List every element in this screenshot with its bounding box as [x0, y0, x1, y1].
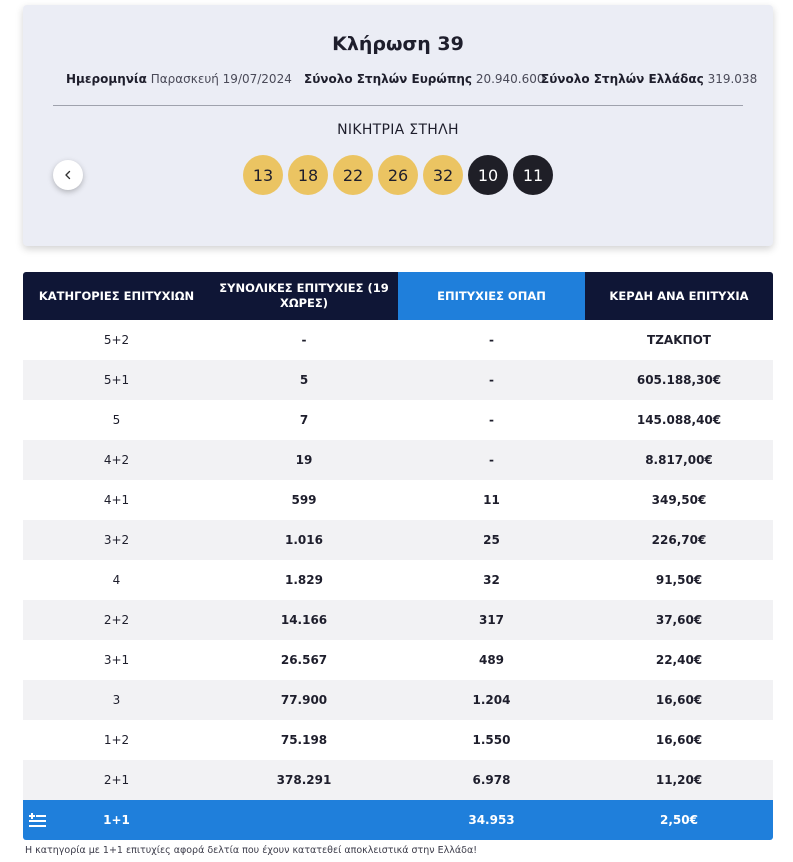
opap-winners-cell: 317: [478, 613, 505, 627]
prize-cell: 349,50€: [651, 493, 707, 507]
table-row: [23, 600, 773, 640]
opap-winners-cell: -: [489, 333, 494, 347]
total-winners-cell: 7: [299, 413, 309, 427]
category-cell: 3+2: [103, 533, 130, 547]
total-winners-cell: 14.166: [280, 613, 328, 627]
opap-winners-cell: 1.204: [472, 693, 511, 707]
prize-cell: 16,60€: [655, 733, 703, 747]
europe-columns: [304, 72, 545, 86]
prize-cell: 91,50€: [655, 573, 703, 587]
prize-table: [23, 272, 773, 840]
footnote: Η κατηγορία με 1+1 επιτυχίες αφορά δελτία που έχουν κατατεθεί αποκλειστικά στην Ελλάδα!: [25, 845, 478, 856]
winning-column-title: ΝΙΚΗΤΡΙΑ ΣΤΗΛΗ: [337, 122, 459, 138]
footer-opap-winners: 34.953: [468, 813, 515, 827]
greece-columns-value: 319.038: [707, 72, 758, 86]
opap-winners-cell: -: [489, 453, 494, 467]
draw-title: Κλήρωση 39: [332, 33, 464, 55]
category-cell: 5+2: [103, 333, 130, 347]
total-winners-cell: 378.291: [276, 773, 332, 787]
opap-winners-cell: 6.978: [472, 773, 511, 787]
europe-columns-value: 20.940.600: [475, 72, 545, 86]
prize-table-header: [23, 272, 773, 320]
prize-cell: 16,60€: [655, 693, 703, 707]
opap-winners-cell: 489: [478, 653, 505, 667]
prize-cell: 605.188,30€: [636, 373, 722, 387]
greece-columns-label: Σύνολο Στηλών Ελλάδας: [541, 72, 704, 86]
opap-winners-cell: 11: [483, 493, 500, 507]
number-ball: 13: [243, 155, 283, 195]
table-row: [23, 720, 773, 760]
footer-prize: 2,50€: [660, 813, 698, 827]
prize-cell: 11,20€: [655, 773, 703, 787]
total-winners-cell: 77.900: [280, 693, 328, 707]
total-winners-cell: 26.567: [280, 653, 328, 667]
table-row: [23, 520, 773, 560]
number-ball: 22: [333, 155, 373, 195]
category-cell: 2+1: [103, 773, 130, 787]
opap-winners-cell: 1.550: [472, 733, 511, 747]
header-total-winners: ΣΥΝΟΛΙΚΕΣ ΕΠΙΤΥΧΙΕΣ (19 ΧΩΡΕΣ): [219, 281, 389, 310]
draw-date-label: Ημερομηνία: [66, 72, 147, 86]
total-winners-cell: 599: [291, 493, 317, 507]
table-row: [23, 480, 773, 520]
category-cell: 5: [112, 413, 121, 427]
header-categories: ΚΑΤΗΓΟΡΙΕΣ ΕΠΙΤΥΧΙΩΝ: [38, 288, 195, 303]
table-row: [23, 760, 773, 800]
category-cell: 2+2: [103, 613, 130, 627]
table-row: [23, 320, 773, 360]
draw-summary-card: [23, 5, 773, 246]
euro-number-ball: 10: [468, 155, 508, 195]
prize-cell: 226,70€: [651, 533, 707, 547]
chevron-left-icon: [63, 170, 73, 180]
winning-numbers: [243, 155, 553, 195]
table-row: [23, 360, 773, 400]
total-winners-cell: 1.016: [285, 533, 323, 547]
footer-category: 1+1: [103, 813, 130, 827]
category-cell: 4: [112, 573, 121, 587]
category-cell: 3: [112, 693, 121, 707]
prize-cell: 37,60€: [655, 613, 703, 627]
prize-cell: 22,40€: [655, 653, 703, 667]
prize-table-body: [23, 320, 773, 800]
category-cell: 5+1: [103, 373, 130, 387]
table-row: [23, 440, 773, 480]
category-cell: 3+1: [103, 653, 130, 667]
header-opap-winners: ΕΠΙΤΥΧΙΕΣ ΟΠΑΠ: [398, 272, 585, 320]
euro-number-ball: 11: [513, 155, 553, 195]
total-winners-cell: 19: [295, 453, 313, 467]
category-cell: 1+2: [103, 733, 130, 747]
opap-winners-cell: -: [489, 413, 494, 427]
table-row: [23, 560, 773, 600]
category-cell: 4+2: [103, 453, 130, 467]
europe-columns-label: Σύνολο Στηλών Ευρώπης: [304, 72, 472, 86]
list-icon[interactable]: [29, 810, 47, 830]
number-ball: 26: [378, 155, 418, 195]
category-cell: 4+1: [103, 493, 130, 507]
number-ball: 32: [423, 155, 463, 195]
opap-winners-cell: 25: [483, 533, 500, 547]
number-ball: 18: [288, 155, 328, 195]
header-prize-per-winner: ΚΕΡΔΗ ΑΝΑ ΕΠΙΤΥΧΙΑ: [609, 288, 749, 303]
divider: [53, 105, 743, 106]
table-row: [23, 640, 773, 680]
previous-draw-button[interactable]: [53, 160, 83, 190]
total-winners-cell: 75.198: [280, 733, 328, 747]
greece-columns: [541, 72, 757, 86]
prize-cell: ΤΖΑΚΠΟΤ: [647, 333, 711, 347]
prize-cell: 145.088,40€: [636, 413, 722, 427]
prize-cell: 8.817,00€: [645, 453, 713, 467]
total-winners-cell: -: [301, 333, 307, 347]
table-row: [23, 680, 773, 720]
total-winners-cell: 1.829: [285, 573, 323, 587]
table-row: [23, 400, 773, 440]
opap-winners-cell: -: [489, 373, 494, 387]
opap-winners-cell: 32: [483, 573, 500, 587]
footer-total-winners: [210, 800, 398, 840]
total-winners-cell: 5: [299, 373, 309, 387]
draw-date-value: Παρασκευή 19/07/2024: [150, 72, 292, 86]
table-footer-row: [23, 800, 773, 840]
draw-date: [66, 72, 292, 86]
